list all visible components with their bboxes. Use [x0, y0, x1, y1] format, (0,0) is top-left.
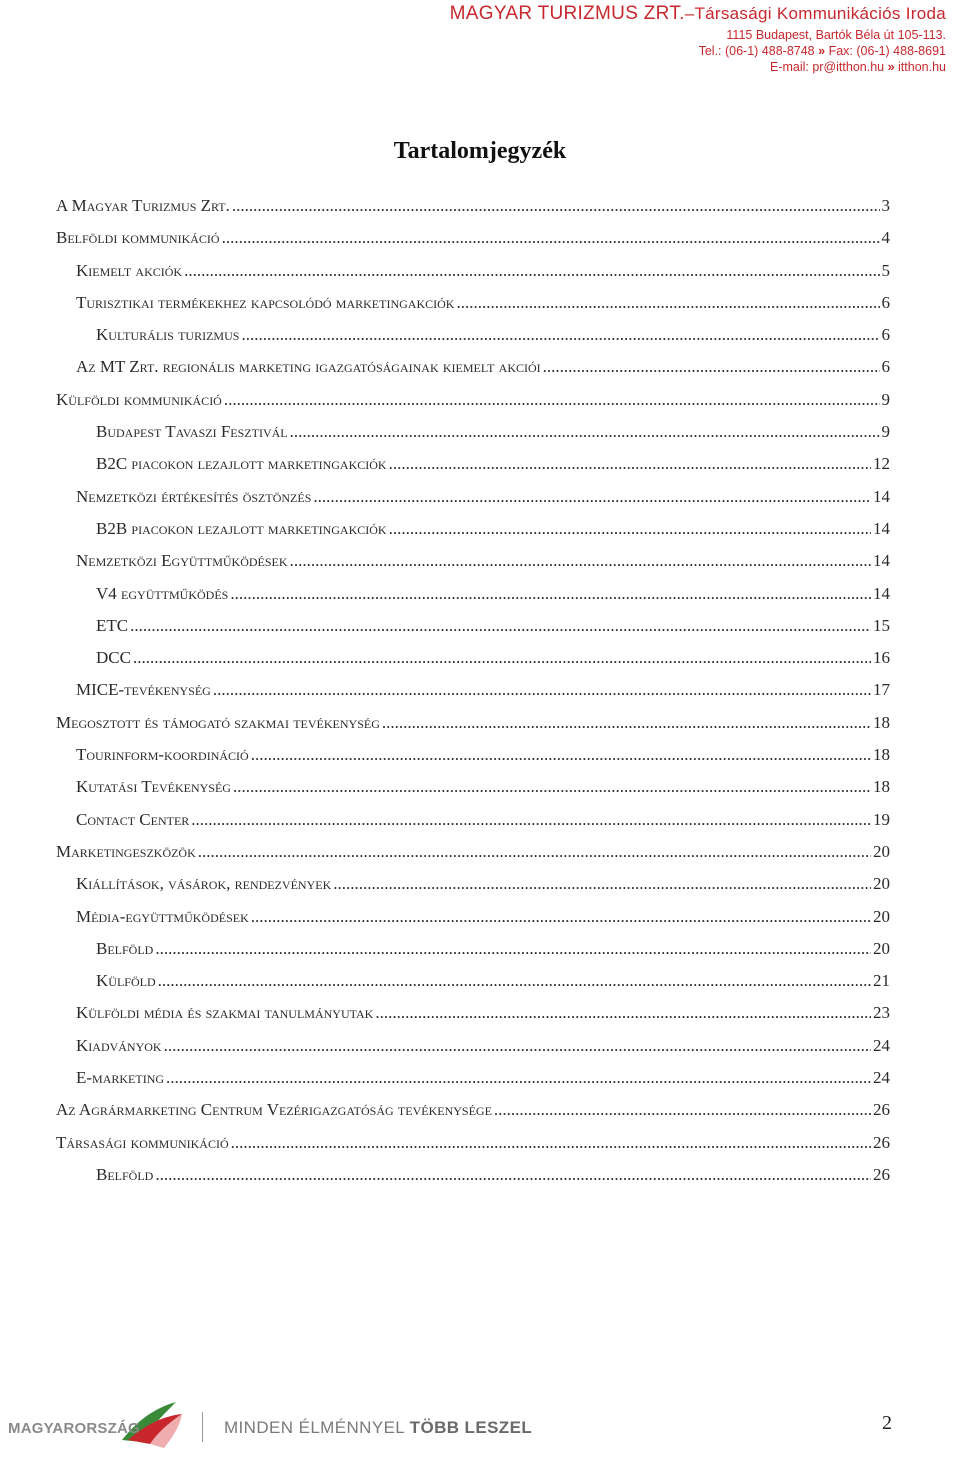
toc-entry-page: 14: [873, 486, 890, 506]
toc-entry-page: 26: [873, 1132, 890, 1152]
page-title: Tartalomjegyzék: [393, 138, 567, 164]
toc-entry-page: 26: [873, 1100, 890, 1120]
toc-entry-page: 20: [873, 906, 890, 926]
toc-dot-leader: [251, 745, 871, 765]
toc-dot-leader: [155, 939, 871, 959]
toc-entry[interactable]: [56, 519, 890, 551]
toc-dot-leader: [313, 487, 871, 507]
toc-entry[interactable]: [56, 874, 890, 906]
toc-dot-leader: [164, 1036, 871, 1056]
toc-entry-label: Kutatási Tevékenység: [76, 777, 231, 797]
toc-entry-label: Külföldi kommunikáció: [56, 389, 222, 409]
fax-text: Fax: (06-1) 488-8691: [828, 44, 946, 58]
toc-entry[interactable]: [56, 261, 890, 293]
toc-entry-page: 4: [881, 228, 890, 248]
toc-entry[interactable]: [56, 551, 890, 583]
footer-divider: [202, 1412, 203, 1442]
toc-entry-label: B2B piacokon lezajlott marketingakciók: [96, 518, 387, 538]
toc-entry-page: 14: [873, 518, 890, 538]
toc-entry-page: 24: [873, 1068, 890, 1088]
toc-entry-label: Kiállítások, vásárok, rendezvények: [76, 874, 332, 894]
toc-entry[interactable]: [56, 1036, 890, 1068]
toc-dot-leader: [158, 971, 871, 991]
toc-dot-leader: [456, 293, 879, 313]
toc-entry-page: 21: [873, 971, 890, 991]
letterhead-company: [450, 1, 946, 27]
toc-entry[interactable]: [56, 777, 890, 809]
toc-entry-label: Megosztott és támogató szakmai tevékenység: [56, 712, 380, 732]
toc-dot-leader: [290, 551, 871, 571]
toc-dot-leader: [224, 390, 880, 410]
toc-entry-label: Belföldi kommunikáció: [56, 228, 220, 248]
toc-entry-page: 26: [873, 1164, 890, 1184]
toc-entry-label: Budapest Tavaszi Fesztivál: [96, 422, 288, 442]
toc-entry[interactable]: [56, 293, 890, 325]
toc-entry[interactable]: [56, 1100, 890, 1132]
toc-entry[interactable]: [56, 1133, 890, 1165]
toc-entry-page: 18: [873, 777, 890, 797]
toc-entry[interactable]: [56, 422, 890, 454]
toc-dot-leader: [133, 648, 871, 668]
toc-entry[interactable]: [56, 616, 890, 648]
toc-entry-label: Belföld: [96, 1164, 154, 1184]
toc-entry-label: Kulturális turizmus: [96, 325, 240, 345]
brand-wordmark: MAGYARORSZÁG: [8, 1420, 140, 1437]
toc-dot-leader: [213, 680, 871, 700]
toc-entry[interactable]: [56, 648, 890, 680]
toc-dot-leader: [290, 422, 880, 442]
toc-entry-label: ETC: [96, 615, 129, 635]
toc-entry-label: Belföld: [96, 938, 154, 958]
toc-entry-page: 5: [881, 260, 890, 280]
toc-entry[interactable]: [56, 1003, 890, 1035]
toc-dot-leader: [231, 1133, 871, 1153]
toc-entry-page: 6: [881, 325, 890, 345]
toc-entry-page: 24: [873, 1035, 890, 1055]
toc-entry-page: 15: [873, 615, 890, 635]
toc-dot-leader: [241, 325, 879, 345]
toc-entry[interactable]: [56, 390, 890, 422]
table-of-contents: [56, 196, 890, 1197]
toc-dot-leader: [155, 1165, 871, 1185]
toc-entry[interactable]: [56, 842, 890, 874]
toc-entry-page: 14: [873, 583, 890, 603]
toc-entry[interactable]: [56, 1165, 890, 1197]
toc-dot-leader: [233, 777, 871, 797]
toc-dot-leader: [494, 1100, 871, 1120]
toc-entry-label: Az Agrármarketing Centrum Vezérigazgatóság tevékenysége: [56, 1100, 492, 1120]
toc-entry[interactable]: [56, 454, 890, 486]
toc-dot-leader: [230, 584, 871, 604]
toc-entry-page: 12: [873, 454, 890, 474]
toc-entry-label: DCC: [96, 648, 131, 668]
toc-dot-leader: [389, 454, 871, 474]
toc-dot-leader: [232, 196, 880, 216]
toc-dot-leader: [251, 907, 871, 927]
brand-logo: [4, 1392, 194, 1452]
toc-entry-page: 9: [881, 389, 890, 409]
toc-entry-page: 9: [881, 422, 890, 442]
letterhead-phone-fax: [450, 43, 946, 59]
slogan-prefix: MINDEN ÉLMÉNNYEL: [224, 1418, 405, 1437]
toc-entry-label: Contact Center: [76, 809, 190, 829]
web-link[interactable]: itthon.hu: [898, 60, 946, 74]
toc-dot-leader: [389, 519, 871, 539]
toc-entry-label: Turisztikai termékekhez kapcsolódó marketingakciók: [76, 292, 455, 312]
toc-entry-label: Nemzetközi Együttműködések: [76, 551, 288, 571]
toc-dot-leader: [130, 616, 871, 636]
toc-entry[interactable]: [56, 745, 890, 777]
toc-entry-label: V4 együttműködés: [96, 583, 229, 603]
toc-entry-page: 18: [873, 745, 890, 765]
toc-entry-label: Külföldi média és szakmai tanulmányutak: [76, 1003, 374, 1023]
toc-entry[interactable]: [56, 196, 890, 228]
toc-entry-page: 19: [873, 809, 890, 829]
toc-entry[interactable]: [56, 1068, 890, 1100]
toc-entry-label: Kiemelt akciók: [76, 260, 183, 280]
toc-entry[interactable]: [56, 680, 890, 712]
toc-entry[interactable]: [56, 487, 890, 519]
toc-dot-leader: [166, 1068, 871, 1088]
toc-entry-label: Kiadványok: [76, 1035, 162, 1055]
toc-entry-label: MICE-tevékenység: [76, 680, 211, 700]
toc-entry-label: B2C piacokon lezajlott marketingakciók: [96, 454, 387, 474]
toc-entry-label: A Magyar Turizmus Zrt.: [56, 196, 230, 215]
toc-dot-leader: [191, 810, 871, 830]
toc-entry-page: 18: [873, 712, 890, 732]
company-name: MAGYAR TURIZMUS ZRT.: [449, 3, 685, 24]
toc-entry-label: Nemzetközi értékesítés ösztönzés: [76, 486, 312, 506]
toc-entry-page: 20: [873, 938, 890, 958]
toc-entry[interactable]: [56, 325, 890, 357]
toc-entry[interactable]: [56, 584, 890, 616]
toc-entry[interactable]: [56, 357, 890, 389]
toc-entry-page: 14: [873, 551, 890, 571]
toc-entry[interactable]: [56, 971, 890, 1003]
page-number: 2: [882, 1412, 892, 1434]
toc-entry-page: 6: [881, 357, 890, 377]
toc-entry-page: 20: [873, 841, 890, 861]
toc-entry-label: Média-együttműködések: [76, 906, 249, 926]
footer: [0, 1384, 960, 1456]
separator-icon: »: [818, 44, 826, 58]
phone-text: Tel.: (06-1) 488-8748: [698, 44, 815, 58]
separator-icon: »: [887, 60, 895, 74]
toc-entry-page: 20: [873, 874, 890, 894]
toc-entry-page: 6: [881, 292, 890, 312]
toc-entry-page: 23: [873, 1003, 890, 1023]
toc-entry-label: Társasági kommunikáció: [56, 1132, 229, 1152]
letterhead-contact: [450, 59, 946, 75]
toc-dot-leader: [333, 874, 871, 894]
toc-entry-label: Tourinform-koordináció: [76, 745, 249, 765]
toc-entry-label: Külföld: [96, 971, 156, 991]
toc-entry[interactable]: [56, 713, 890, 745]
slogan-strong: TÖBB LESZEL: [409, 1418, 533, 1437]
toc-dot-leader: [382, 713, 871, 733]
toc-entry-label: Az MT Zrt. regionális marketing igazgatóságainak kiemelt akciói: [76, 357, 541, 377]
toc-dot-leader: [375, 1003, 871, 1023]
toc-entry[interactable]: [56, 810, 890, 842]
toc-entry-page: 3: [881, 196, 890, 215]
email-link[interactable]: E-mail: pr@itthon.hu: [769, 60, 885, 74]
toc-entry[interactable]: [56, 939, 890, 971]
letterhead-address: 1115 Budapest, Bartók Béla út 105-113.: [726, 28, 946, 42]
toc-entry-label: Marketingeszközök: [56, 841, 196, 861]
toc-entry[interactable]: [56, 907, 890, 939]
toc-entry-label: E-marketing: [76, 1068, 165, 1088]
toc-entry[interactable]: [56, 228, 890, 260]
toc-dot-leader: [222, 228, 880, 248]
toc-entry-page: 17: [873, 680, 890, 700]
toc-dot-leader: [198, 842, 871, 862]
slogan: [224, 1418, 532, 1438]
toc-dot-leader: [184, 261, 879, 281]
division-name: –Társasági Kommunikációs Iroda: [684, 4, 946, 23]
letterhead: [450, 0, 946, 75]
toc-entry-page: 16: [873, 648, 890, 668]
toc-dot-leader: [543, 357, 880, 377]
